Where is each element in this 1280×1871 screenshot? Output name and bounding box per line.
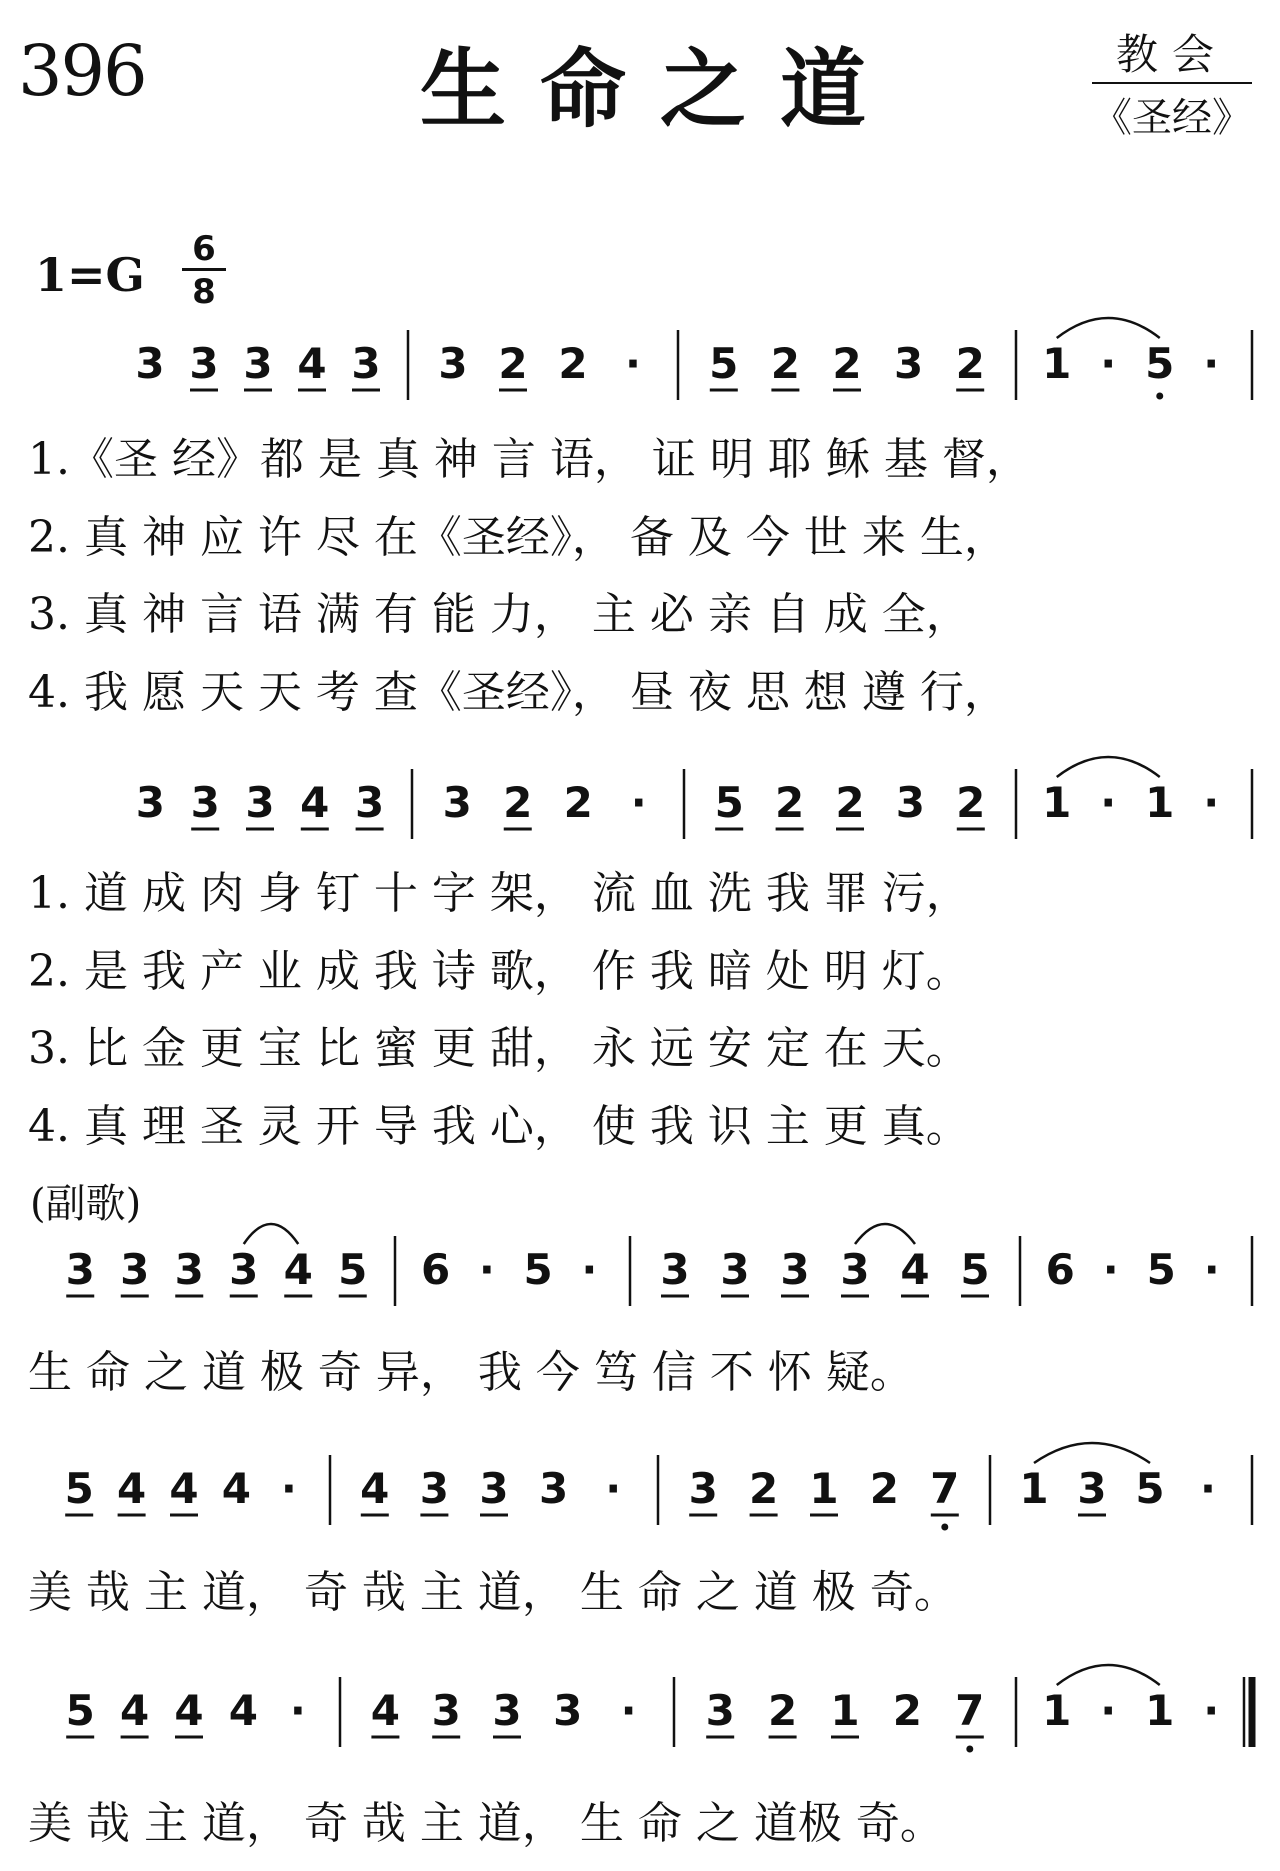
time-signature-numerator: 6 — [182, 232, 226, 271]
augmentation-dot: · — [280, 1464, 297, 1513]
note: 3 — [245, 778, 275, 827]
note: 5 — [65, 1686, 95, 1735]
augmentation-dot: · — [1102, 1245, 1119, 1294]
note: 3 — [419, 1464, 450, 1513]
hymn-title: 生命之道 — [420, 40, 900, 140]
note: 4 — [300, 778, 330, 827]
note: 2 — [869, 1464, 900, 1513]
note: 4 — [116, 1464, 147, 1513]
note: 4 — [283, 1245, 313, 1294]
octave-dot — [941, 1524, 948, 1531]
key-signature: 1=G — [35, 248, 145, 302]
augmentation-dot: · — [1200, 1464, 1216, 1513]
augmentation-dot: · — [1203, 339, 1220, 388]
note: 5 — [523, 1245, 553, 1294]
augmentation-dot: · — [1100, 1686, 1117, 1735]
note: 2 — [563, 778, 593, 827]
note: 3 — [174, 1245, 204, 1294]
note: 1 — [1019, 1464, 1049, 1513]
note: 3 — [438, 339, 468, 388]
augmentation-dot: · — [605, 1464, 622, 1513]
chorus-label: (副歌) — [30, 1181, 142, 1227]
note: 7 — [955, 1686, 985, 1735]
note: 3 — [65, 1245, 95, 1294]
note: 2 — [748, 1464, 779, 1513]
time-signature-denominator: 8 — [192, 272, 216, 312]
note: 3 — [190, 778, 220, 827]
hymn-number: 396 — [18, 30, 146, 112]
note: 1 — [1042, 778, 1072, 827]
lyric-line: 2. 是 我 产 业 成 我 诗 歌， 作 我 暗 处 明 灯。 — [28, 946, 970, 997]
attribution-author: 教会 — [1092, 22, 1252, 84]
note: 7 — [930, 1464, 960, 1513]
augmentation-dot: · — [289, 1686, 306, 1735]
note: 1 — [1042, 1686, 1072, 1735]
note: 4 — [297, 339, 327, 388]
augmentation-dot: · — [625, 339, 641, 388]
augmentation-dot: · — [581, 1245, 598, 1294]
tie-arc — [1034, 1443, 1150, 1463]
note: 2 — [503, 778, 533, 827]
note: 4 — [370, 1686, 401, 1735]
note: 3 — [479, 1464, 509, 1513]
note: 4 — [360, 1464, 390, 1513]
note: 5 — [338, 1245, 368, 1294]
note: 2 — [498, 339, 528, 388]
lyric-line: 4. 真 理 圣 灵 开 导 我 心， 使 我 识 主 更 真。 — [28, 1101, 970, 1152]
tie-arc — [1057, 318, 1160, 338]
lyric-line: 美 哉 主 道， 奇 哉 主 道， 生 命 之 道极 奇。 — [28, 1798, 944, 1849]
tie-arc — [855, 1224, 915, 1244]
note: 3 — [660, 1245, 690, 1294]
augmentation-dot: · — [1100, 339, 1117, 388]
note: 3 — [135, 778, 166, 827]
note: 2 — [832, 339, 862, 388]
note: 3 — [243, 339, 273, 388]
note: 1 — [809, 1464, 839, 1513]
note: 5 — [709, 339, 739, 388]
lyric-line: 1.《圣 经》都 是 真 神 言 语， 证 明 耶 稣 基 督， — [28, 434, 1030, 485]
note: 4 — [900, 1245, 930, 1294]
note: 3 — [553, 1686, 583, 1735]
note: 6 — [1045, 1245, 1075, 1294]
augmentation-dot: · — [630, 778, 647, 827]
note: 3 — [840, 1245, 870, 1294]
attribution-source: 《圣经》 — [1092, 95, 1252, 141]
note: 3 — [354, 778, 385, 827]
note: 1 — [1042, 339, 1072, 388]
note: 3 — [688, 1464, 718, 1513]
note: 4 — [221, 1464, 252, 1513]
lyric-line: 2. 真 神 应 许 尽 在《圣经》， 备 及 今 世 来 生， — [28, 512, 1008, 563]
note: 2 — [770, 339, 801, 388]
note: 5 — [64, 1464, 94, 1513]
note: 3 — [492, 1686, 522, 1735]
augmentation-dot: · — [1100, 778, 1117, 827]
note: 5 — [1146, 1245, 1176, 1294]
lyric-line: 1. 道 成 肉 身 钉 十 字 架， 流 血 洗 我 罪 污， — [28, 868, 970, 919]
augmentation-dot: · — [1203, 778, 1220, 827]
note: 3 — [893, 339, 924, 388]
note: 5 — [960, 1245, 990, 1294]
note: 2 — [558, 339, 588, 388]
note: 4 — [228, 1686, 259, 1735]
note: 2 — [892, 1686, 923, 1735]
note: 1 — [1145, 778, 1175, 827]
lyric-line: 生 命 之 道 极 奇 异， 我 今 笃 信 不 怀 疑。 — [28, 1347, 914, 1398]
note: 3 — [120, 1245, 150, 1294]
note: 2 — [955, 339, 985, 388]
note: 2 — [956, 778, 986, 827]
note: 3 — [431, 1686, 461, 1735]
octave-dot — [966, 1746, 973, 1753]
note: 3 — [720, 1245, 750, 1294]
augmentation-dot: · — [1203, 1245, 1220, 1294]
octave-dot — [1156, 393, 1163, 400]
note: 4 — [119, 1686, 150, 1735]
note: 3 — [1077, 1464, 1107, 1513]
augmentation-dot: · — [620, 1686, 637, 1735]
note: 5 — [714, 778, 744, 827]
note: 4 — [169, 1464, 199, 1513]
note: 3 — [705, 1686, 735, 1735]
note: 6 — [421, 1245, 451, 1294]
note: 5 — [1145, 339, 1175, 388]
augmentation-dot: · — [478, 1245, 495, 1294]
lyric-line: 3. 真 神 言 语 满 有 能 力， 主 必 亲 自 成 全， — [28, 589, 970, 640]
augmentation-dot: · — [1203, 1686, 1220, 1735]
tie-arc — [244, 1224, 299, 1244]
note: 3 — [538, 1464, 569, 1513]
note: 2 — [835, 778, 865, 827]
note: 1 — [830, 1686, 860, 1735]
note: 3 — [135, 339, 165, 388]
note: 3 — [442, 778, 472, 827]
tie-arc — [1057, 1665, 1160, 1685]
note: 3 — [351, 339, 381, 388]
note: 2 — [767, 1686, 798, 1735]
lyric-line: 4. 我 愿 天 天 考 查《圣经》， 昼 夜 思 想 遵 行， — [28, 667, 1008, 718]
note: 3 — [229, 1245, 259, 1294]
note: 4 — [174, 1686, 204, 1735]
tie-arc — [1057, 757, 1160, 777]
lyric-line: 美 哉 主 道， 奇 哉 主 道， 生 命 之 道 极 奇。 — [28, 1567, 958, 1618]
note: 3 — [895, 778, 926, 827]
note: 2 — [774, 778, 805, 827]
note: 3 — [189, 339, 219, 388]
lyric-line: 3. 比 金 更 宝 比 蜜 更 甜， 永 远 安 定 在 天。 — [28, 1023, 970, 1074]
note: 3 — [780, 1245, 810, 1294]
note: 5 — [1135, 1464, 1165, 1513]
note: 1 — [1145, 1686, 1175, 1735]
